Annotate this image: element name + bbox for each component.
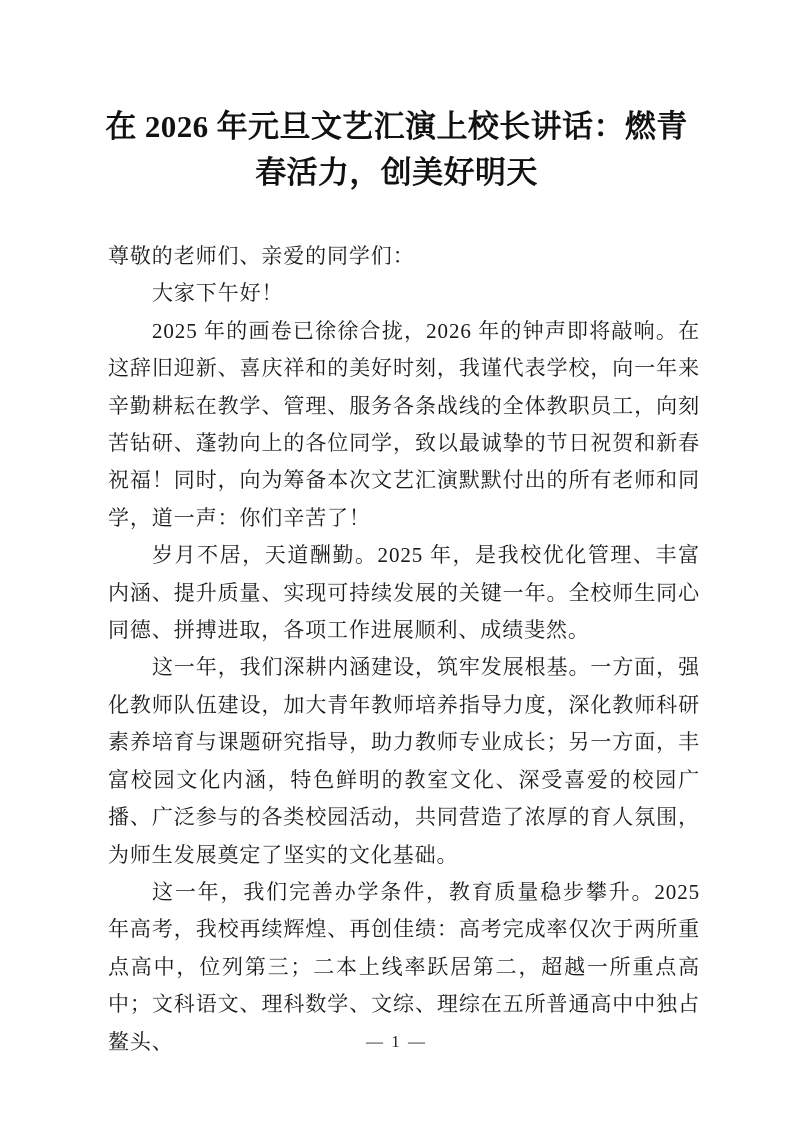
body-paragraph-1: 2025 年的画卷已徐徐合拢，2026 年的钟声即将敲响。在这辞旧迎新、喜庆祥和的美好时刻，我谨代表学校，向一年来辛勤耕耘在教学、管理、服务各条战线的全体教职员工，向刻苦钻研、蓬勃向上的各位同学，致以最诚挚的节日祝贺和新春祝福！同时，向为筹备本次文艺汇演默默付出的所有老师和同学，道一声：你们辛苦了！ [108, 318, 700, 530]
greeting-paragraph: 大家下午好！ [152, 281, 284, 306]
body-paragraph-2: 岁月不居，天道酬勤。2025 年，是我校优化管理、丰富内涵、提升质量、实现可持续发展的关键一年。全校师生同心同德、拼搏进取，各项工作进展顺利、成绩斐然。 [108, 543, 700, 643]
page-title-line-1: 在 2026 年元旦文艺汇演上校长讲话：燃青 [105, 109, 688, 144]
page-title [100, 104, 693, 196]
page-footer: — 1 — [366, 1032, 427, 1051]
page-title-line-2: 春活力，创美好明天 [255, 155, 538, 190]
document-body [108, 238, 700, 1061]
body-paragraph-4: 这一年，我们完善办学条件，教育质量稳步攀升。2025 年高考，我校再续辉煌、再创佳绩：高考完成率仅次于两所重点高中，位列第三；二本上线率跃居第二，超越一所重点高中；文科语文、理科数学、文综、理综在五所普通高中中独占鳌头、 [108, 879, 700, 1054]
salutation-paragraph: 尊敬的老师们、亲爱的同学们： [108, 244, 415, 268]
body-paragraph-3: 这一年，我们深耕内涵建设，筑牢发展根基。一方面，强化教师队伍建设，加大青年教师培养指导力度，深化教师科研素养培育与课题研究指导，助力教师专业成长；另一方面，丰富校园文化内涵，特色鲜明的教室文化、深受喜爱的校园广播、广泛参与的各类校园活动，共同营造了浓厚的育人氛围，为师生发展奠定了坚实的文化基础。 [108, 655, 700, 867]
